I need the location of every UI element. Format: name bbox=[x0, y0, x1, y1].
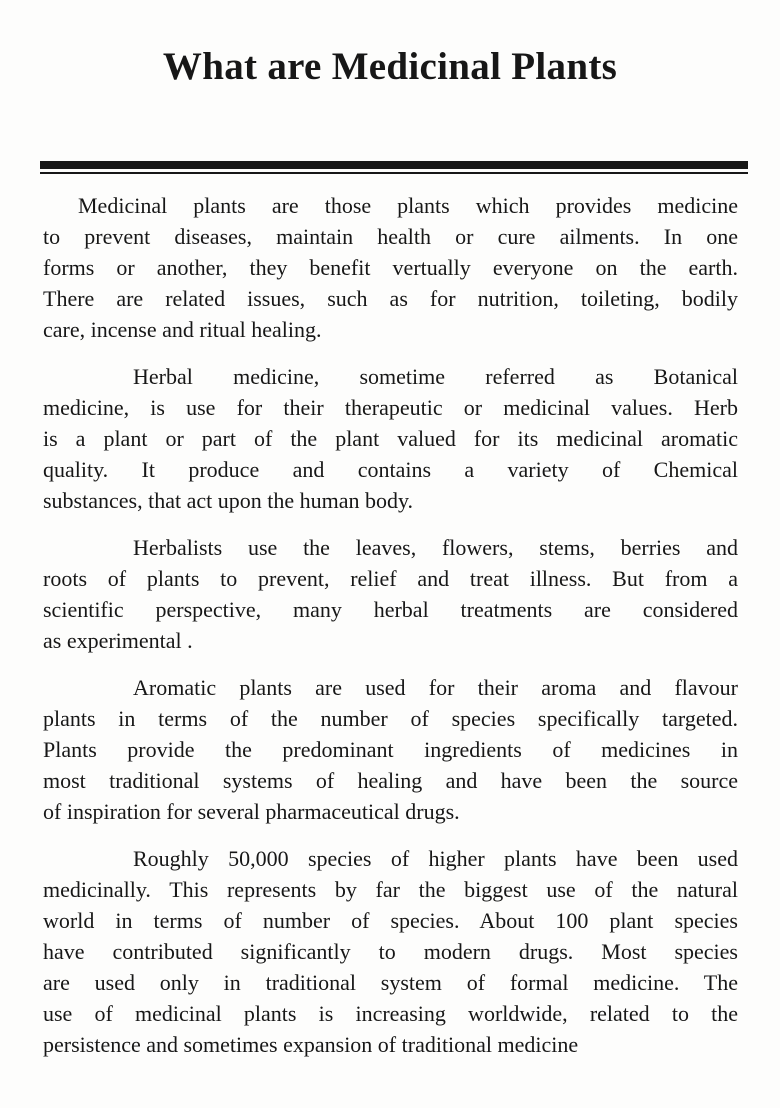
text-line: medicinally. This represents by far the biggest use of the natural bbox=[43, 877, 738, 902]
text-line: scientific perspective, many herbal treatments are considered bbox=[43, 597, 738, 622]
text-line: Medicinal plants are those plants which provides medicine bbox=[78, 193, 738, 218]
text-line: Herbalists use the leaves, flowers, stems, berries and bbox=[133, 535, 738, 560]
text-line: are used only in traditional system of formal medicine. The bbox=[43, 970, 738, 995]
paragraph bbox=[43, 361, 738, 516]
paragraph bbox=[43, 532, 738, 656]
text-line: medicine, is use for their therapeutic or medicinal values. Herb bbox=[43, 395, 738, 420]
double-rule-divider bbox=[40, 161, 748, 174]
paragraph bbox=[43, 672, 738, 827]
paragraph bbox=[43, 190, 738, 345]
text-line: quality. It produce and contains a variety of Chemical bbox=[43, 457, 738, 482]
text-line: Herbal medicine, sometime referred as Botanical bbox=[133, 364, 738, 389]
text-line: substances, that act upon the human body. bbox=[43, 488, 414, 513]
text-line: care, incense and ritual healing. bbox=[43, 317, 322, 342]
text-line: persistence and sometimes expansion of traditional medicine bbox=[43, 1032, 579, 1057]
paragraph bbox=[43, 843, 738, 1060]
divider-thin-bar bbox=[40, 172, 748, 174]
page-title: What are Medicinal Plants bbox=[162, 45, 618, 88]
text-line: have contributed significantly to modern drugs. Most species bbox=[43, 939, 738, 964]
divider-thick-bar bbox=[40, 161, 748, 169]
text-line: of inspiration for several pharmaceutical drugs. bbox=[43, 799, 460, 824]
article-body bbox=[43, 190, 738, 1060]
text-line: forms or another, they benefit vertually everyone on the earth. bbox=[43, 255, 738, 280]
text-line: Roughly 50,000 species of higher plants have been used bbox=[133, 846, 738, 871]
text-line: to prevent diseases, maintain health or cure ailments. In one bbox=[43, 224, 738, 249]
text-line: most traditional systems of healing and have been the source bbox=[43, 768, 738, 793]
text-line: Aromatic plants are used for their aroma and flavour bbox=[133, 675, 738, 700]
text-line: use of medicinal plants is increasing worldwide, related to the bbox=[43, 1001, 738, 1026]
text-line: is a plant or part of the plant valued for its medicinal aromatic bbox=[43, 426, 738, 451]
text-line: There are related issues, such as for nutrition, toileting, bodily bbox=[43, 286, 738, 311]
text-line: Plants provide the predominant ingredients of medicines in bbox=[43, 737, 738, 762]
text-line: world in terms of number of species. About 100 plant species bbox=[43, 908, 738, 933]
text-line: as experimental . bbox=[43, 628, 193, 653]
text-line: plants in terms of the number of species specifically targeted. bbox=[43, 706, 738, 731]
text-line: roots of plants to prevent, relief and treat illness. But from a bbox=[43, 566, 738, 591]
